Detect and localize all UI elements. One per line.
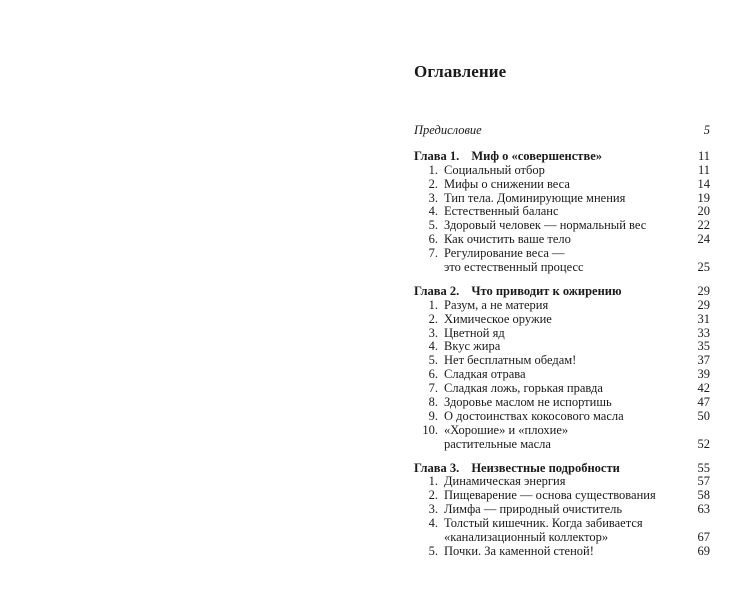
entry-page: 67 xyxy=(697,530,710,545)
chapter-title: Что приводит к ожирению xyxy=(471,283,622,298)
entry-title: Регулирование веса — xyxy=(444,246,565,261)
entry-number: 2. xyxy=(428,488,438,503)
entry-page: 50 xyxy=(697,408,710,423)
toc-entry xyxy=(414,233,710,247)
entry-page: 58 xyxy=(697,488,710,503)
toc-entry xyxy=(414,382,710,396)
toc-entry xyxy=(414,164,710,178)
entry-title: Цветной яд xyxy=(444,325,505,340)
entry-title: Сладкая отрава xyxy=(444,367,526,382)
toc-entry xyxy=(414,368,710,382)
entry-title: Социальный отбор xyxy=(444,162,545,177)
entry-title: Толстый кишечник. Когда забивается xyxy=(444,516,643,531)
entry-page: 24 xyxy=(697,232,710,247)
entry-title: Нет бесплатным обедам! xyxy=(444,353,577,368)
preface-entry xyxy=(414,124,710,138)
entry-page: 69 xyxy=(697,543,710,558)
entry-title: Химическое оружие xyxy=(444,311,552,326)
preface-label: Предисловие xyxy=(414,123,482,137)
toc-entry xyxy=(414,424,710,438)
toc-entry xyxy=(414,545,710,559)
entry-page: 22 xyxy=(697,218,710,233)
toc-entry xyxy=(414,261,710,275)
entry-title: Вкус жира xyxy=(444,339,501,354)
toc-entry xyxy=(414,327,710,341)
entry-number: 5. xyxy=(428,543,438,558)
chapter-page: 55 xyxy=(697,460,710,475)
entry-title: Разум, а не материя xyxy=(444,297,549,312)
entry-title: Как очистить ваше тело xyxy=(444,232,571,247)
toc-entry xyxy=(414,354,710,368)
entry-number: 4. xyxy=(428,516,438,531)
preface-page: 5 xyxy=(703,123,710,137)
chapter-title: Миф о «совершенстве» xyxy=(471,148,602,163)
chapter-heading xyxy=(414,462,710,476)
entry-number: 6. xyxy=(428,232,438,247)
entry-number: 1. xyxy=(428,297,438,312)
entry-number: 10. xyxy=(422,422,438,437)
entry-title: Здоровье маслом не испортишь xyxy=(444,395,612,410)
entry-page: 33 xyxy=(697,325,710,340)
entry-number: 8. xyxy=(428,395,438,410)
entry-page: 14 xyxy=(697,176,710,191)
entry-title: Почки. За каменной стеной! xyxy=(444,543,594,558)
toc-entry xyxy=(414,531,710,545)
entry-number: 4. xyxy=(428,339,438,354)
entry-page: 25 xyxy=(697,260,710,275)
entry-title: «Хорошие» и «плохие» xyxy=(444,422,569,437)
entry-title: Тип тела. Доминирующие мнения xyxy=(444,190,626,205)
toc-entry xyxy=(414,205,710,219)
toc-entry xyxy=(414,313,710,327)
entry-number: 4. xyxy=(428,204,438,219)
chapter-title-line xyxy=(414,462,620,476)
chapter-heading xyxy=(414,150,710,164)
entry-number: 7. xyxy=(428,246,438,261)
chapter-title-line xyxy=(414,285,622,299)
entry-number: 3. xyxy=(428,325,438,340)
entry-page: 52 xyxy=(697,436,710,451)
entry-page: 35 xyxy=(697,339,710,354)
entry-page: 31 xyxy=(697,311,710,326)
entry-page: 29 xyxy=(697,297,710,312)
entry-number: 7. xyxy=(428,381,438,396)
toc-entry xyxy=(414,438,710,452)
chapter-label: Глава 3. xyxy=(414,460,460,475)
entry-number: 2. xyxy=(428,176,438,191)
entry-title: Пищеварение — основа существования xyxy=(444,488,656,503)
chapter-label: Глава 2. xyxy=(414,283,460,298)
entry-page: 37 xyxy=(697,353,710,368)
entry-title: Здоровый человек — нормальный вес xyxy=(444,218,647,233)
entry-page: 47 xyxy=(697,395,710,410)
entry-number: 1. xyxy=(428,162,438,177)
chapter-title-line xyxy=(414,150,602,164)
entry-page: 57 xyxy=(697,474,710,489)
entry-page: 19 xyxy=(697,190,710,205)
entry-number: 9. xyxy=(428,408,438,423)
chapter-page: 29 xyxy=(697,283,710,298)
toc-entry xyxy=(414,410,710,424)
entry-number: 5. xyxy=(428,353,438,368)
entry-page: 63 xyxy=(697,502,710,517)
entry-title: Лимфа — природный очиститель xyxy=(444,502,623,517)
entry-page: 20 xyxy=(697,204,710,219)
entry-title: Сладкая ложь, горькая правда xyxy=(444,381,603,396)
chapter-page: 11 xyxy=(697,148,710,163)
entry-title: Мифы о снижении веса xyxy=(444,176,570,191)
chapter-heading xyxy=(414,285,710,299)
chapter-label: Глава 1. xyxy=(414,148,460,163)
toc-entry xyxy=(414,340,710,354)
toc-entry xyxy=(414,192,710,206)
chapter-title: Неизвестные подробности xyxy=(471,460,620,475)
entry-number: 3. xyxy=(428,502,438,517)
toc-entry xyxy=(414,475,710,489)
toc-title: Оглавление xyxy=(414,62,507,81)
entry-title: Естественный баланс xyxy=(444,204,559,219)
entry-page: 42 xyxy=(697,381,710,396)
toc-entry xyxy=(414,489,710,503)
entry-number: 3. xyxy=(428,190,438,205)
toc-entry xyxy=(414,396,710,410)
entry-number: 5. xyxy=(428,218,438,233)
toc-entry xyxy=(414,219,710,233)
entry-title: Динамическая энергия xyxy=(444,474,566,489)
toc-entry xyxy=(414,503,710,517)
entry-page: 11 xyxy=(697,162,710,177)
entry-page: 39 xyxy=(697,367,710,382)
toc-entry xyxy=(414,299,710,313)
entry-title: О достоинствах кокосового масла xyxy=(444,408,624,423)
entry-title: «канализационный коллектор» xyxy=(444,530,609,545)
entry-number: 2. xyxy=(428,311,438,326)
entry-number: 6. xyxy=(428,367,438,382)
toc-entry xyxy=(414,178,710,192)
toc-entry xyxy=(414,247,710,261)
entry-title: растительные масла xyxy=(444,436,551,451)
toc-entry xyxy=(414,517,710,531)
table-of-contents xyxy=(414,124,710,559)
entry-title: это естественный процесс xyxy=(444,260,584,275)
entry-number: 1. xyxy=(428,474,438,489)
